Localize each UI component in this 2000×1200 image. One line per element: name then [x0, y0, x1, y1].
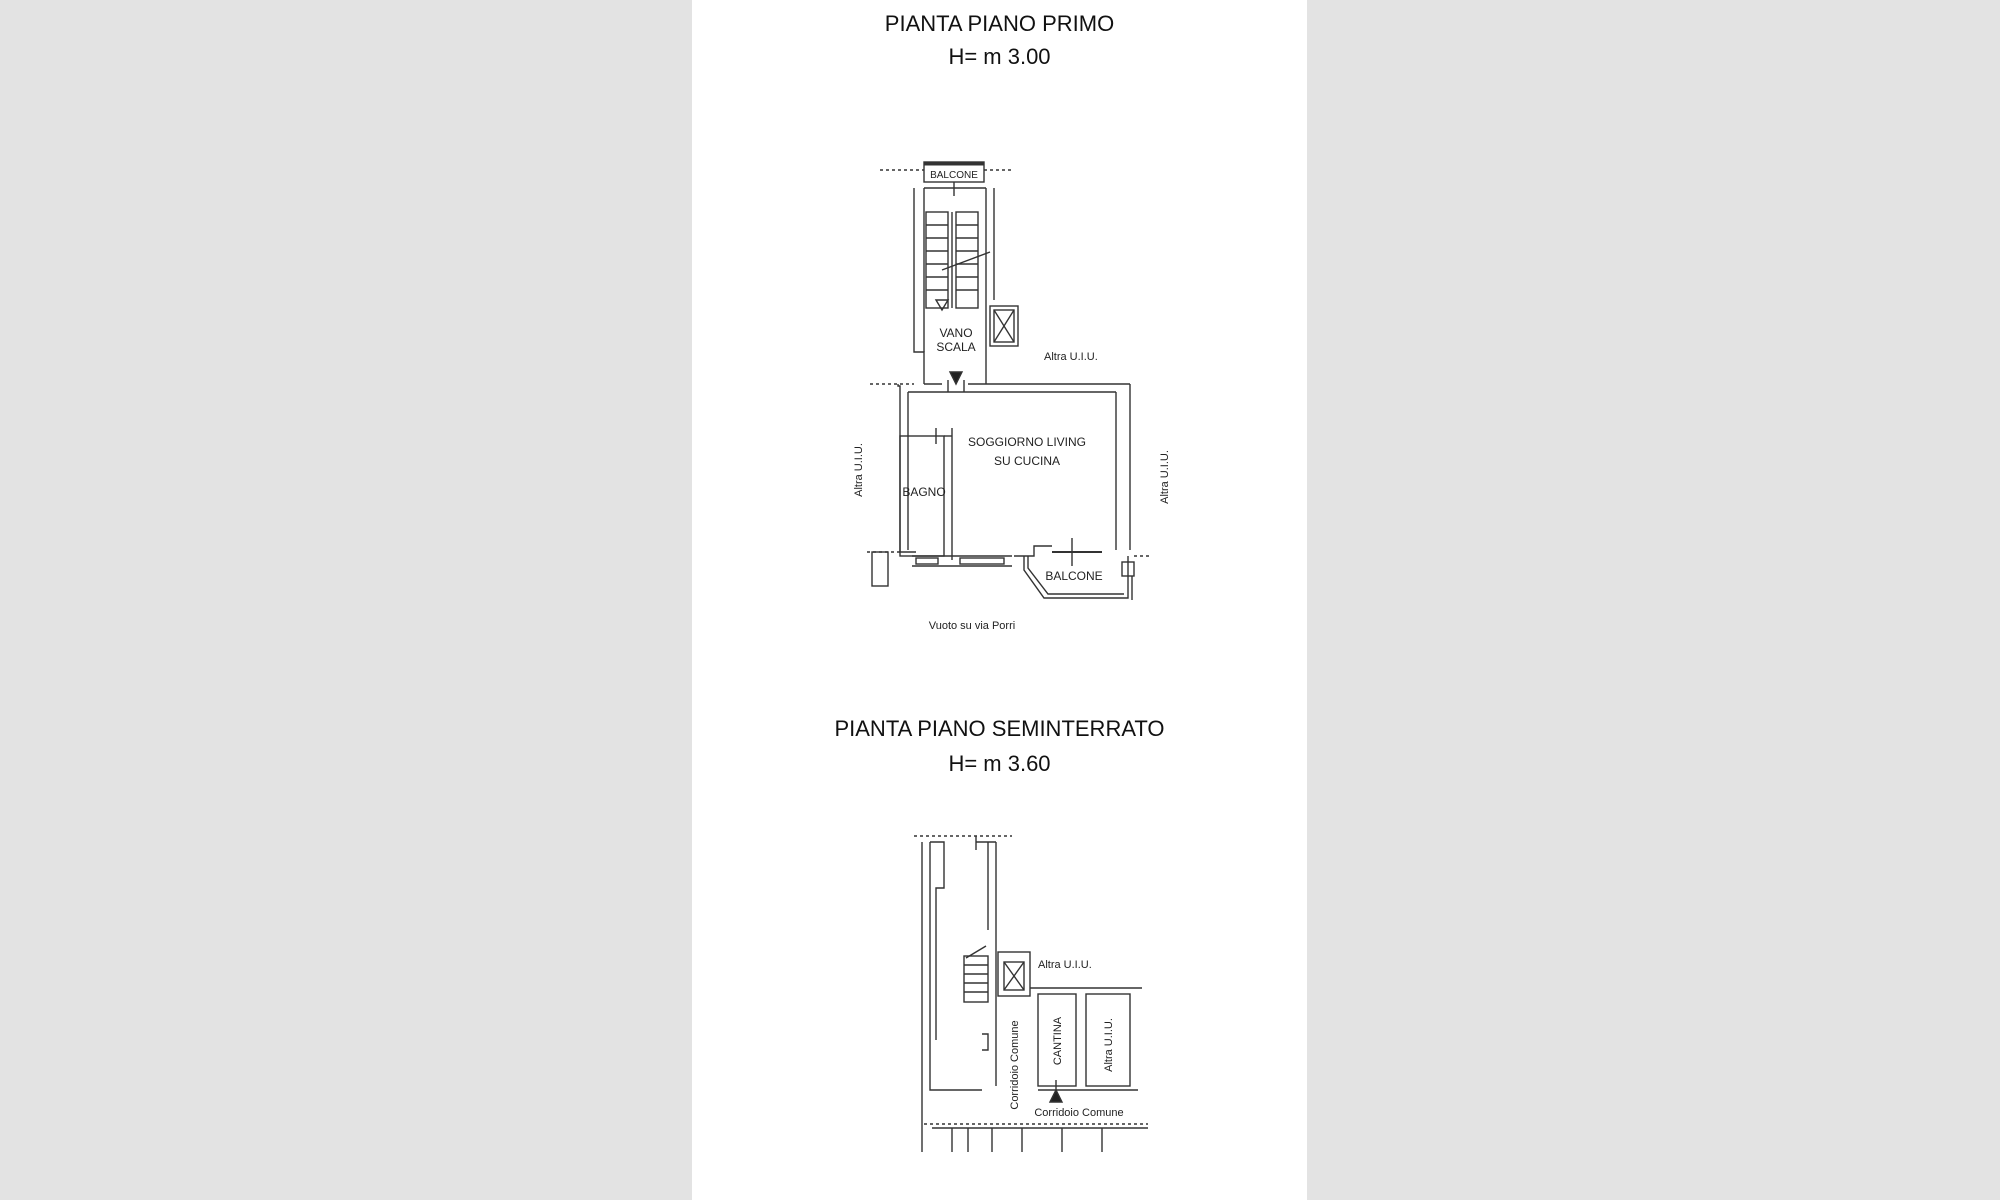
floor1-plan — [867, 162, 1152, 600]
label-balcone-bottom: BALCONE — [1045, 569, 1103, 583]
floor1-title: PIANTA PIANO PRIMO — [884, 11, 1115, 36]
floor0-plan — [914, 836, 1148, 1152]
floor-plans-drawing — [692, 0, 1307, 1200]
label-vuoto: Vuoto su via Porri — [928, 620, 1016, 632]
label-altra-uiu-basement-top: Altra U.I.U. — [1038, 959, 1092, 971]
label-bagno: BAGNO — [902, 485, 946, 499]
label-soggiorno-1: SOGGIORNO LIVING — [967, 435, 1087, 449]
label-corridoio-bottom: Corridoio Comune — [1034, 1107, 1124, 1119]
floor0-title: PIANTA PIANO SEMINTERRATO — [834, 716, 1165, 741]
label-balcone-top: BALCONE — [930, 170, 978, 181]
label-altra-uiu-right: Altra U.I.U. — [1159, 450, 1171, 504]
label-soggiorno-2: SU CUCINA — [993, 454, 1061, 468]
floor-plan-sheet — [692, 0, 1307, 1200]
label-corridoio-vertical: Corridoio Comune — [1009, 1020, 1021, 1110]
label-altra-uiu-right-top: Altra U.I.U. — [1044, 351, 1098, 363]
label-vano: VANO — [939, 326, 973, 340]
label-scala: SCALA — [936, 340, 976, 354]
label-altra-uiu-left: Altra U.I.U. — [853, 443, 865, 497]
floor0-height: H= m 3.60 — [948, 751, 1051, 776]
label-altra-uiu-vertical: Altra U.I.U. — [1103, 1018, 1115, 1072]
label-cantina: CANTINA — [1052, 1016, 1064, 1066]
floor1-height: H= m 3.00 — [948, 44, 1051, 69]
